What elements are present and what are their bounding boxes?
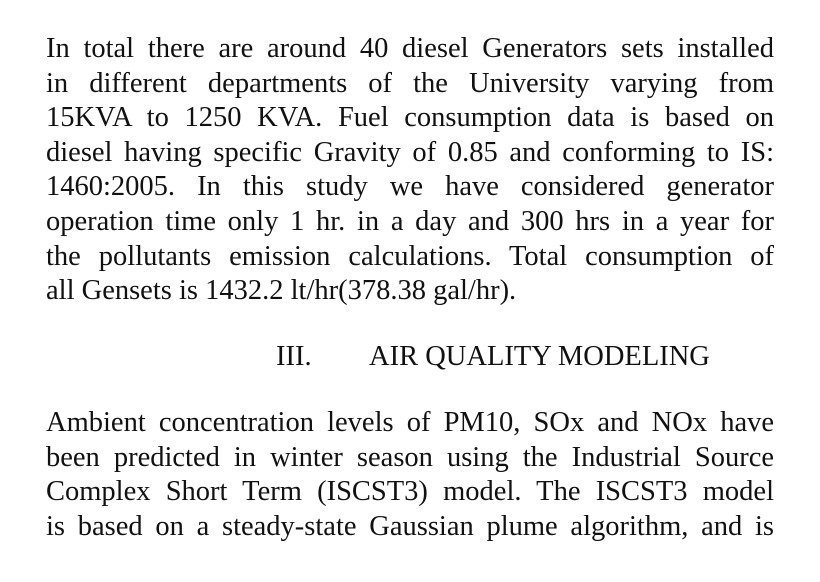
paragraph-generators [46, 32, 774, 309]
paragraph-air-quality [46, 406, 774, 544]
document-page [46, 32, 774, 542]
text-line: Ambient concentration levels of PM10, SOx and NOx have [46, 407, 774, 438]
text-line: diesel having specific Gravity of 0.85 and conforming to IS: [46, 136, 774, 168]
text-line: the pollutants emission calculations. Total consumption of [46, 240, 774, 272]
section-number: III. [276, 341, 312, 372]
text-line: 15KVA to 1250 KVA. Fuel consumption data is based on [46, 102, 774, 134]
text-line: In total there are around 40 diesel Generators sets installed [46, 33, 774, 64]
section-heading [276, 340, 710, 375]
text-line: been predicted in winter season using the Industrial Source [46, 441, 774, 473]
section-title: AIR QUALITY MODELING [369, 341, 710, 372]
text-line: operation time only 1 hr. in a day and 300 hrs in a year for [46, 205, 774, 237]
text-line: is based on a steady-state Gaussian plume algorithm, and is [46, 510, 774, 542]
text-line: Complex Short Term (ISCST3) model. The ISCST3 model [46, 476, 774, 508]
text-line: in different departments of the University varying from [46, 67, 774, 99]
text-line: 1460:2005. In this study we have considered generator [46, 171, 774, 203]
text-line: all Gensets is 1432.2 lt/hr(378.38 gal/hr). [46, 275, 517, 307]
